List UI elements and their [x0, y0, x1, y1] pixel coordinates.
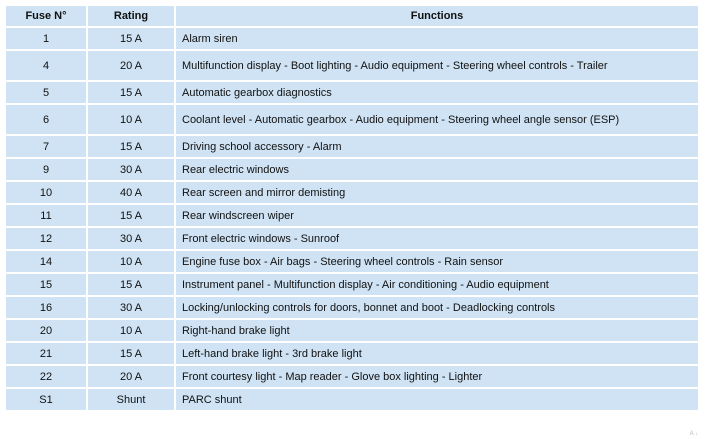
table-row — [6, 82, 698, 103]
table-header-row — [6, 6, 698, 26]
header-fuse-number: Fuse N° — [6, 6, 86, 26]
rating-cell: 10 A — [88, 105, 174, 134]
rating-cell: 15 A — [88, 28, 174, 49]
table-row — [6, 159, 698, 180]
functions-cell: Left-hand brake light - 3rd brake light — [176, 343, 698, 364]
fuse-number-cell: 1 — [6, 28, 86, 49]
fuse-table — [4, 4, 700, 412]
rating-cell: 30 A — [88, 159, 174, 180]
table-row — [6, 136, 698, 157]
fuse-number-cell: 11 — [6, 205, 86, 226]
functions-cell: Rear screen and mirror demisting — [176, 182, 698, 203]
fuse-number-cell: 16 — [6, 297, 86, 318]
rating-cell: 20 A — [88, 51, 174, 80]
table-row — [6, 228, 698, 249]
functions-cell: Locking/unlocking controls for doors, bonnet and boot - Deadlocking controls — [176, 297, 698, 318]
table-row — [6, 274, 698, 295]
table-row — [6, 343, 698, 364]
functions-cell: Right-hand brake light — [176, 320, 698, 341]
functions-cell: Rear electric windows — [176, 159, 698, 180]
functions-cell: PARC shunt — [176, 389, 698, 410]
functions-cell: Automatic gearbox diagnostics — [176, 82, 698, 103]
table-row — [6, 28, 698, 49]
fuse-number-cell: 20 — [6, 320, 86, 341]
table-body — [6, 28, 698, 410]
rating-cell: 15 A — [88, 343, 174, 364]
fuse-number-cell: 12 — [6, 228, 86, 249]
header-rating: Rating — [88, 6, 174, 26]
table-row — [6, 366, 698, 387]
rating-cell: 15 A — [88, 205, 174, 226]
table-row — [6, 105, 698, 134]
rating-cell: 10 A — [88, 320, 174, 341]
fuse-number-cell: 7 — [6, 136, 86, 157]
table-row — [6, 297, 698, 318]
table-row — [6, 205, 698, 226]
fuse-number-cell: 6 — [6, 105, 86, 134]
table-row — [6, 251, 698, 272]
fuse-number-cell: S1 — [6, 389, 86, 410]
functions-cell: Instrument panel - Multifunction display - Air conditioning - Audio equipment — [176, 274, 698, 295]
fuse-number-cell: 4 — [6, 51, 86, 80]
fuse-number-cell: 5 — [6, 82, 86, 103]
functions-cell: Multifunction display - Boot lighting - Audio equipment - Steering wheel controls - Trailer — [176, 51, 698, 80]
rating-cell: 30 A — [88, 228, 174, 249]
fuse-number-cell: 21 — [6, 343, 86, 364]
rating-cell: 40 A — [88, 182, 174, 203]
table-row — [6, 320, 698, 341]
functions-cell: Front courtesy light - Map reader - Glove box lighting - Lighter — [176, 366, 698, 387]
functions-cell: Front electric windows - Sunroof — [176, 228, 698, 249]
functions-cell: Alarm siren — [176, 28, 698, 49]
functions-cell: Rear windscreen wiper — [176, 205, 698, 226]
fuse-number-cell: 9 — [6, 159, 86, 180]
corner-mark: A ↓ — [689, 431, 698, 437]
rating-cell: 10 A — [88, 251, 174, 272]
rating-cell: 15 A — [88, 136, 174, 157]
rating-cell: 20 A — [88, 366, 174, 387]
rating-cell: 15 A — [88, 82, 174, 103]
fuse-number-cell: 14 — [6, 251, 86, 272]
functions-cell: Coolant level - Automatic gearbox - Audio equipment - Steering wheel angle sensor (ESP) — [176, 105, 698, 134]
rating-cell: Shunt — [88, 389, 174, 410]
functions-cell: Engine fuse box - Air bags - Steering wheel controls - Rain sensor — [176, 251, 698, 272]
rating-cell: 15 A — [88, 274, 174, 295]
fuse-number-cell: 15 — [6, 274, 86, 295]
functions-cell: Driving school accessory - Alarm — [176, 136, 698, 157]
table-row — [6, 51, 698, 80]
table-row — [6, 182, 698, 203]
fuse-number-cell: 22 — [6, 366, 86, 387]
header-functions: Functions — [176, 6, 698, 26]
fuse-number-cell: 10 — [6, 182, 86, 203]
rating-cell: 30 A — [88, 297, 174, 318]
table-row — [6, 389, 698, 410]
